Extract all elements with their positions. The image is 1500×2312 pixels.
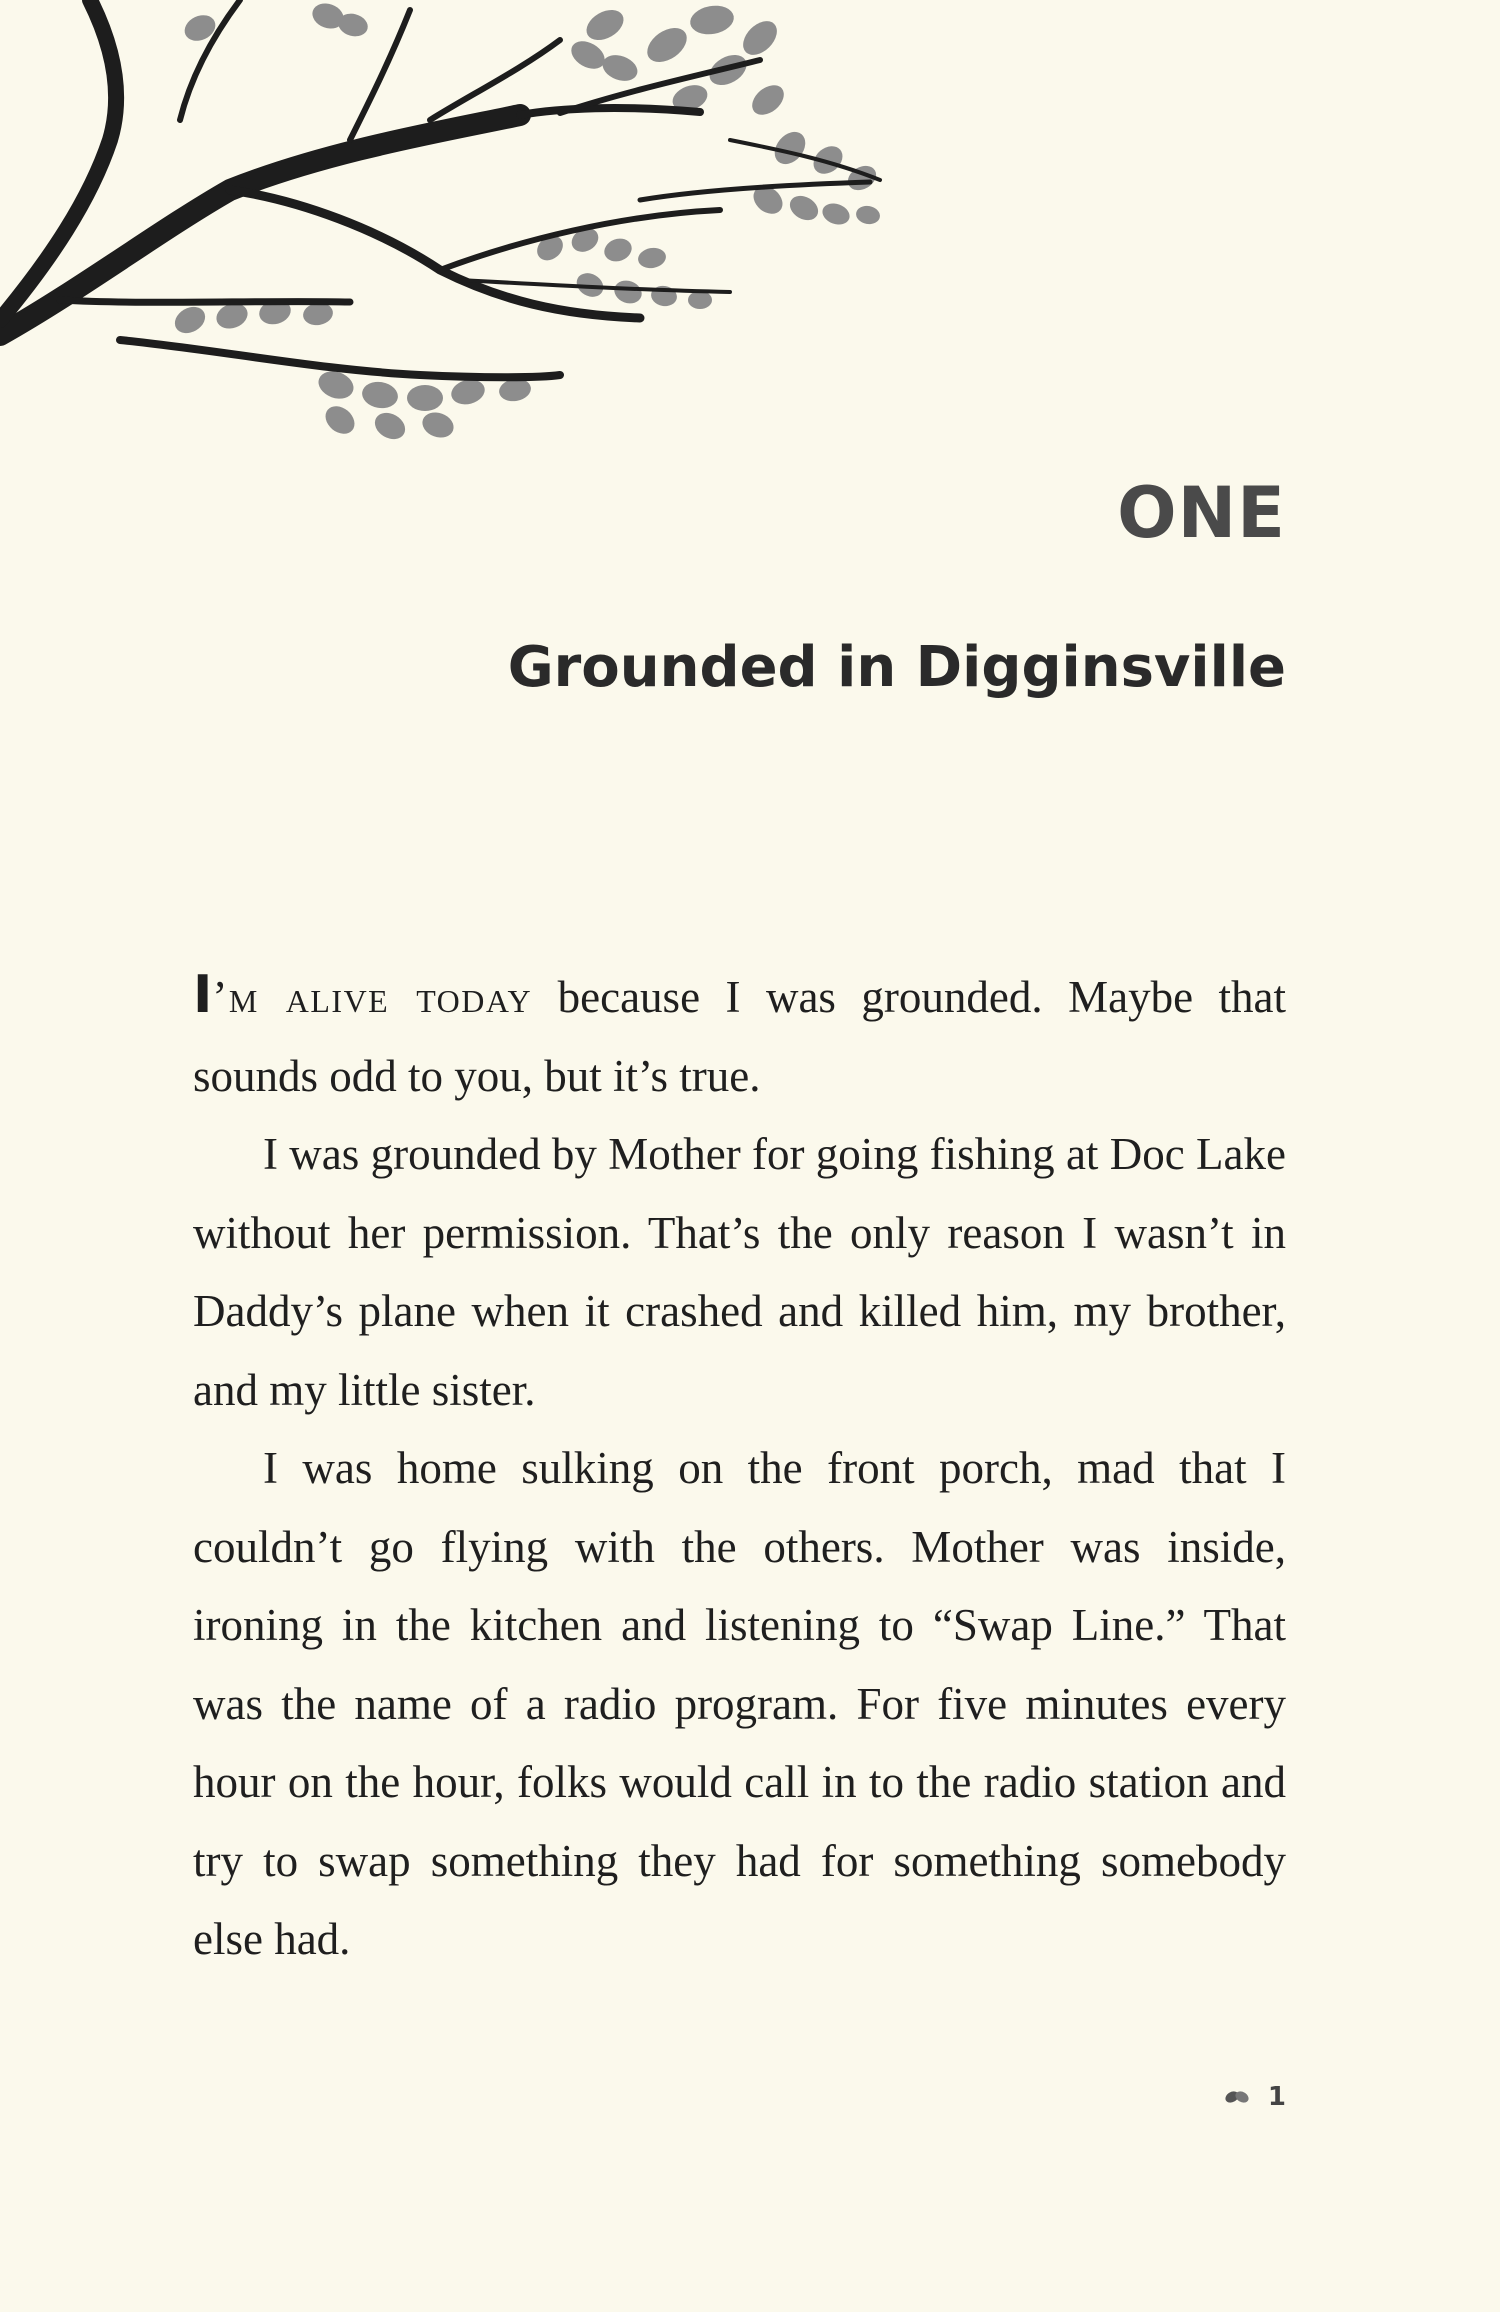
chapter-number: ONE (1117, 472, 1286, 554)
opening-text: because I was grounded. Maybe that sounds odd to you, but it’s true. (193, 972, 1286, 1101)
tree-branch-illustration (0, 0, 930, 450)
body-paragraph-2: I was home sulking on the front porch, mad that I couldn’t go flying with the others. Mother was inside, ironing in the kitchen and listening to “Swap Line.” That was the name of a radio program. For five minutes every hour on the hour, folks would call in to the radio station and try to swap something they had for something somebody else had. (193, 1443, 1286, 1964)
opening-smallcaps: ’m alive today (212, 972, 533, 1022)
chapter-body (193, 956, 1286, 1979)
page-footer (1224, 2082, 1286, 2112)
leaf-icon (1224, 2087, 1250, 2107)
opening-paragraph (193, 956, 1286, 1115)
page-number: 1 (1267, 2082, 1286, 2112)
chapter-title: Grounded in Digginsville (507, 635, 1286, 700)
drop-cap: I (193, 965, 213, 1025)
body-paragraph-1: I was grounded by Mother for going fishing at Doc Lake without her permission. That’s the only reason I wasn’t in Daddy’s plane when it crashed and killed him, my brother, and my little sister. (193, 1129, 1286, 1415)
